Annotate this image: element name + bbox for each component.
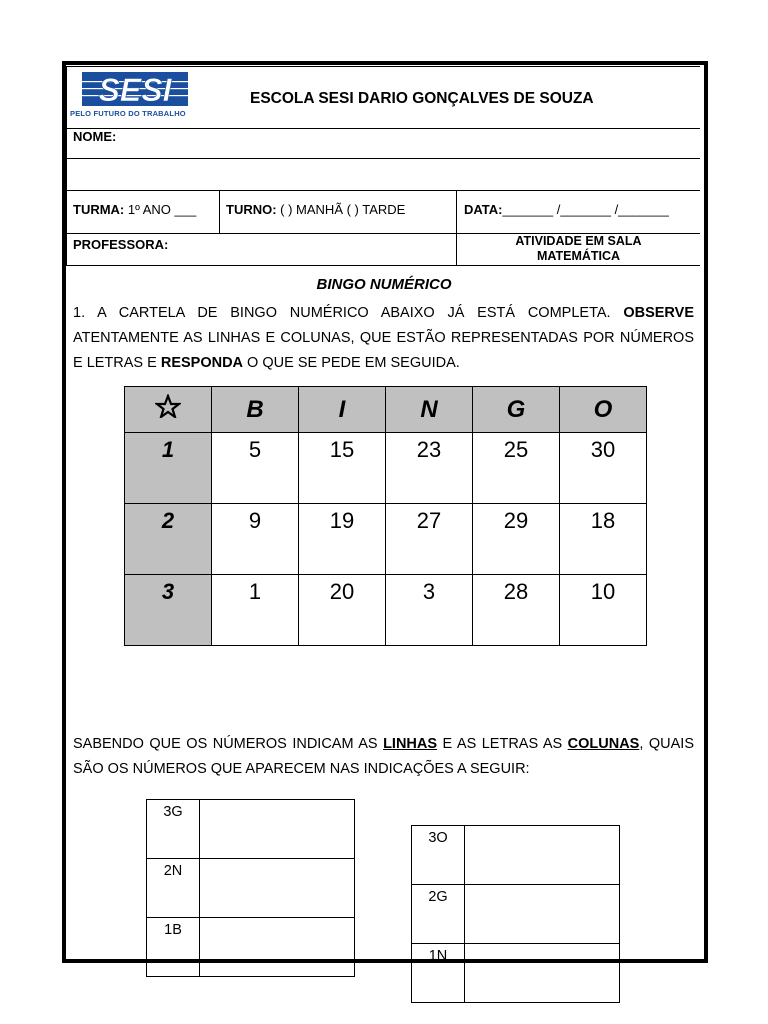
nome-label: NOME: <box>73 129 117 144</box>
answer-field[interactable] <box>465 885 620 944</box>
turma-label: TURMA: <box>73 202 125 217</box>
bingo-cell-value: 18 <box>590 508 616 533</box>
answer-field[interactable] <box>465 826 620 885</box>
answer-field[interactable] <box>200 800 355 859</box>
bingo-cell-value: 1 <box>248 579 262 604</box>
q1-text-a: 1. A CARTELA DE BINGO NUMÉRICO ABAIXO JÁ ESTÁ COMPLETA. <box>73 305 624 321</box>
bingo-cell <box>560 433 647 504</box>
bingo-cell-value: 29 <box>503 508 529 533</box>
atividade-line2: MATEMÁTICA <box>536 249 621 263</box>
nome-field[interactable] <box>125 129 695 157</box>
answer-field[interactable] <box>200 918 355 977</box>
bingo-cell <box>473 575 560 646</box>
bingo-corner <box>125 387 212 433</box>
question-1 <box>73 301 694 376</box>
atividade-line1: ATIVIDADE EM SALA <box>515 234 642 248</box>
bingo-cell-value: 3 <box>422 579 436 604</box>
answer-label: 3G <box>147 800 200 859</box>
answer-field[interactable] <box>465 944 620 1003</box>
activity-title: BINGO NUMÉRICO <box>316 276 452 293</box>
bingo-card <box>124 386 647 646</box>
answer-row <box>412 885 620 944</box>
bingo-cell <box>560 575 647 646</box>
bingo-cell-value: 10 <box>590 579 616 604</box>
bingo-cell <box>386 433 473 504</box>
row-header-label: 1 <box>161 437 175 462</box>
bingo-row <box>125 504 647 575</box>
professora-field[interactable] <box>186 236 452 262</box>
turno-field[interactable] <box>226 202 405 217</box>
answer-label: 2N <box>147 859 200 918</box>
bingo-cell-value: 9 <box>248 508 262 533</box>
q1-text-e: O QUE SE PEDE EM SEGUIDA. <box>243 355 460 371</box>
bingo-cell <box>212 433 299 504</box>
answer-row <box>147 918 355 977</box>
bingo-cell-value: 23 <box>416 437 442 462</box>
bingo-cell <box>473 504 560 575</box>
bingo-cell <box>212 575 299 646</box>
bingo-cell-value: 19 <box>329 508 355 533</box>
answer-label: 2G <box>412 885 465 944</box>
divider <box>66 66 67 266</box>
divider <box>66 66 700 67</box>
q2-text-e: , QUAIS SÃO OS NÚMEROS QUE APARECEM NAS INDICAÇÕES A SEGUIR: <box>73 736 694 777</box>
q1-text-c: ATENTAMENTE AS LINHAS E COLUNAS, QUE ESTÃO REPRESENTADAS POR NÚMEROS E LETRAS E <box>73 330 694 371</box>
bingo-cell <box>560 504 647 575</box>
professora-label: PROFESSORA: <box>73 237 169 252</box>
bingo-cell <box>212 504 299 575</box>
q2-linhas: LINHAS <box>383 736 438 752</box>
bingo-cell <box>386 504 473 575</box>
bingo-cell-value: 15 <box>329 437 355 462</box>
answer-row <box>147 800 355 859</box>
bingo-row <box>125 575 647 646</box>
bingo-cell-value: 5 <box>248 437 262 462</box>
bingo-cell-value: 20 <box>329 579 355 604</box>
column-header: B <box>212 387 299 433</box>
bingo-cell-value: 25 <box>503 437 529 462</box>
turma-field[interactable] <box>73 202 196 217</box>
divider <box>66 158 700 159</box>
divider <box>66 265 700 266</box>
answer-row <box>412 944 620 1003</box>
bingo-cell-value: 27 <box>416 508 442 533</box>
logo-tagline: PELO FUTURO DO TRABALHO <box>70 109 186 118</box>
data-field[interactable] <box>464 202 669 217</box>
answer-field[interactable] <box>200 859 355 918</box>
data-label: DATA: <box>464 202 503 217</box>
divider <box>66 190 700 191</box>
school-name: ESCOLA SESI DARIO GONÇALVES DE SOUZA <box>250 90 594 107</box>
q1-responda: RESPONDA <box>160 355 244 371</box>
logo-wordmark: SESI <box>98 72 172 106</box>
data-value: _______ /_______ /_______ <box>502 202 669 217</box>
divider <box>219 190 220 233</box>
bingo-cell <box>299 504 386 575</box>
question-2 <box>73 732 694 782</box>
bingo-header-row <box>125 387 647 433</box>
answer-label: 3O <box>412 826 465 885</box>
answer-row <box>412 826 620 885</box>
row-header-label: 3 <box>161 579 175 604</box>
q2-text-c: E AS LETRAS AS <box>437 736 568 752</box>
column-header: I <box>299 387 386 433</box>
answer-row <box>147 859 355 918</box>
turno-value: ( ) MANHÃ ( ) TARDE <box>276 202 406 217</box>
atividade-heading <box>457 234 700 264</box>
answer-label: 1N <box>412 944 465 1003</box>
turno-label: TURNO: <box>226 202 277 217</box>
sesi-logo <box>82 72 188 106</box>
q2-colunas: COLUNAS <box>567 736 640 752</box>
row-header <box>125 504 212 575</box>
bingo-row <box>125 433 647 504</box>
column-header: N <box>386 387 473 433</box>
q1-observe: OBSERVE <box>623 305 694 321</box>
answer-table-right <box>411 825 620 1003</box>
bingo-cell <box>386 575 473 646</box>
turma-value: 1º ANO ___ <box>124 202 197 217</box>
bingo-cell-value: 28 <box>503 579 529 604</box>
column-header: G <box>473 387 560 433</box>
bingo-cell <box>299 575 386 646</box>
bingo-cell <box>299 433 386 504</box>
answer-table-left <box>146 799 355 977</box>
row-header <box>125 433 212 504</box>
answer-label: 1B <box>147 918 200 977</box>
row-header <box>125 575 212 646</box>
nome-extra-field[interactable] <box>68 160 698 188</box>
column-header: O <box>560 387 647 433</box>
bingo-cell-value: 30 <box>590 437 616 462</box>
q2-text-a: SABENDO QUE OS NÚMEROS INDICAM AS <box>73 736 384 752</box>
bingo-cell <box>473 433 560 504</box>
star-icon <box>155 394 181 418</box>
row-header-label: 2 <box>161 508 175 533</box>
